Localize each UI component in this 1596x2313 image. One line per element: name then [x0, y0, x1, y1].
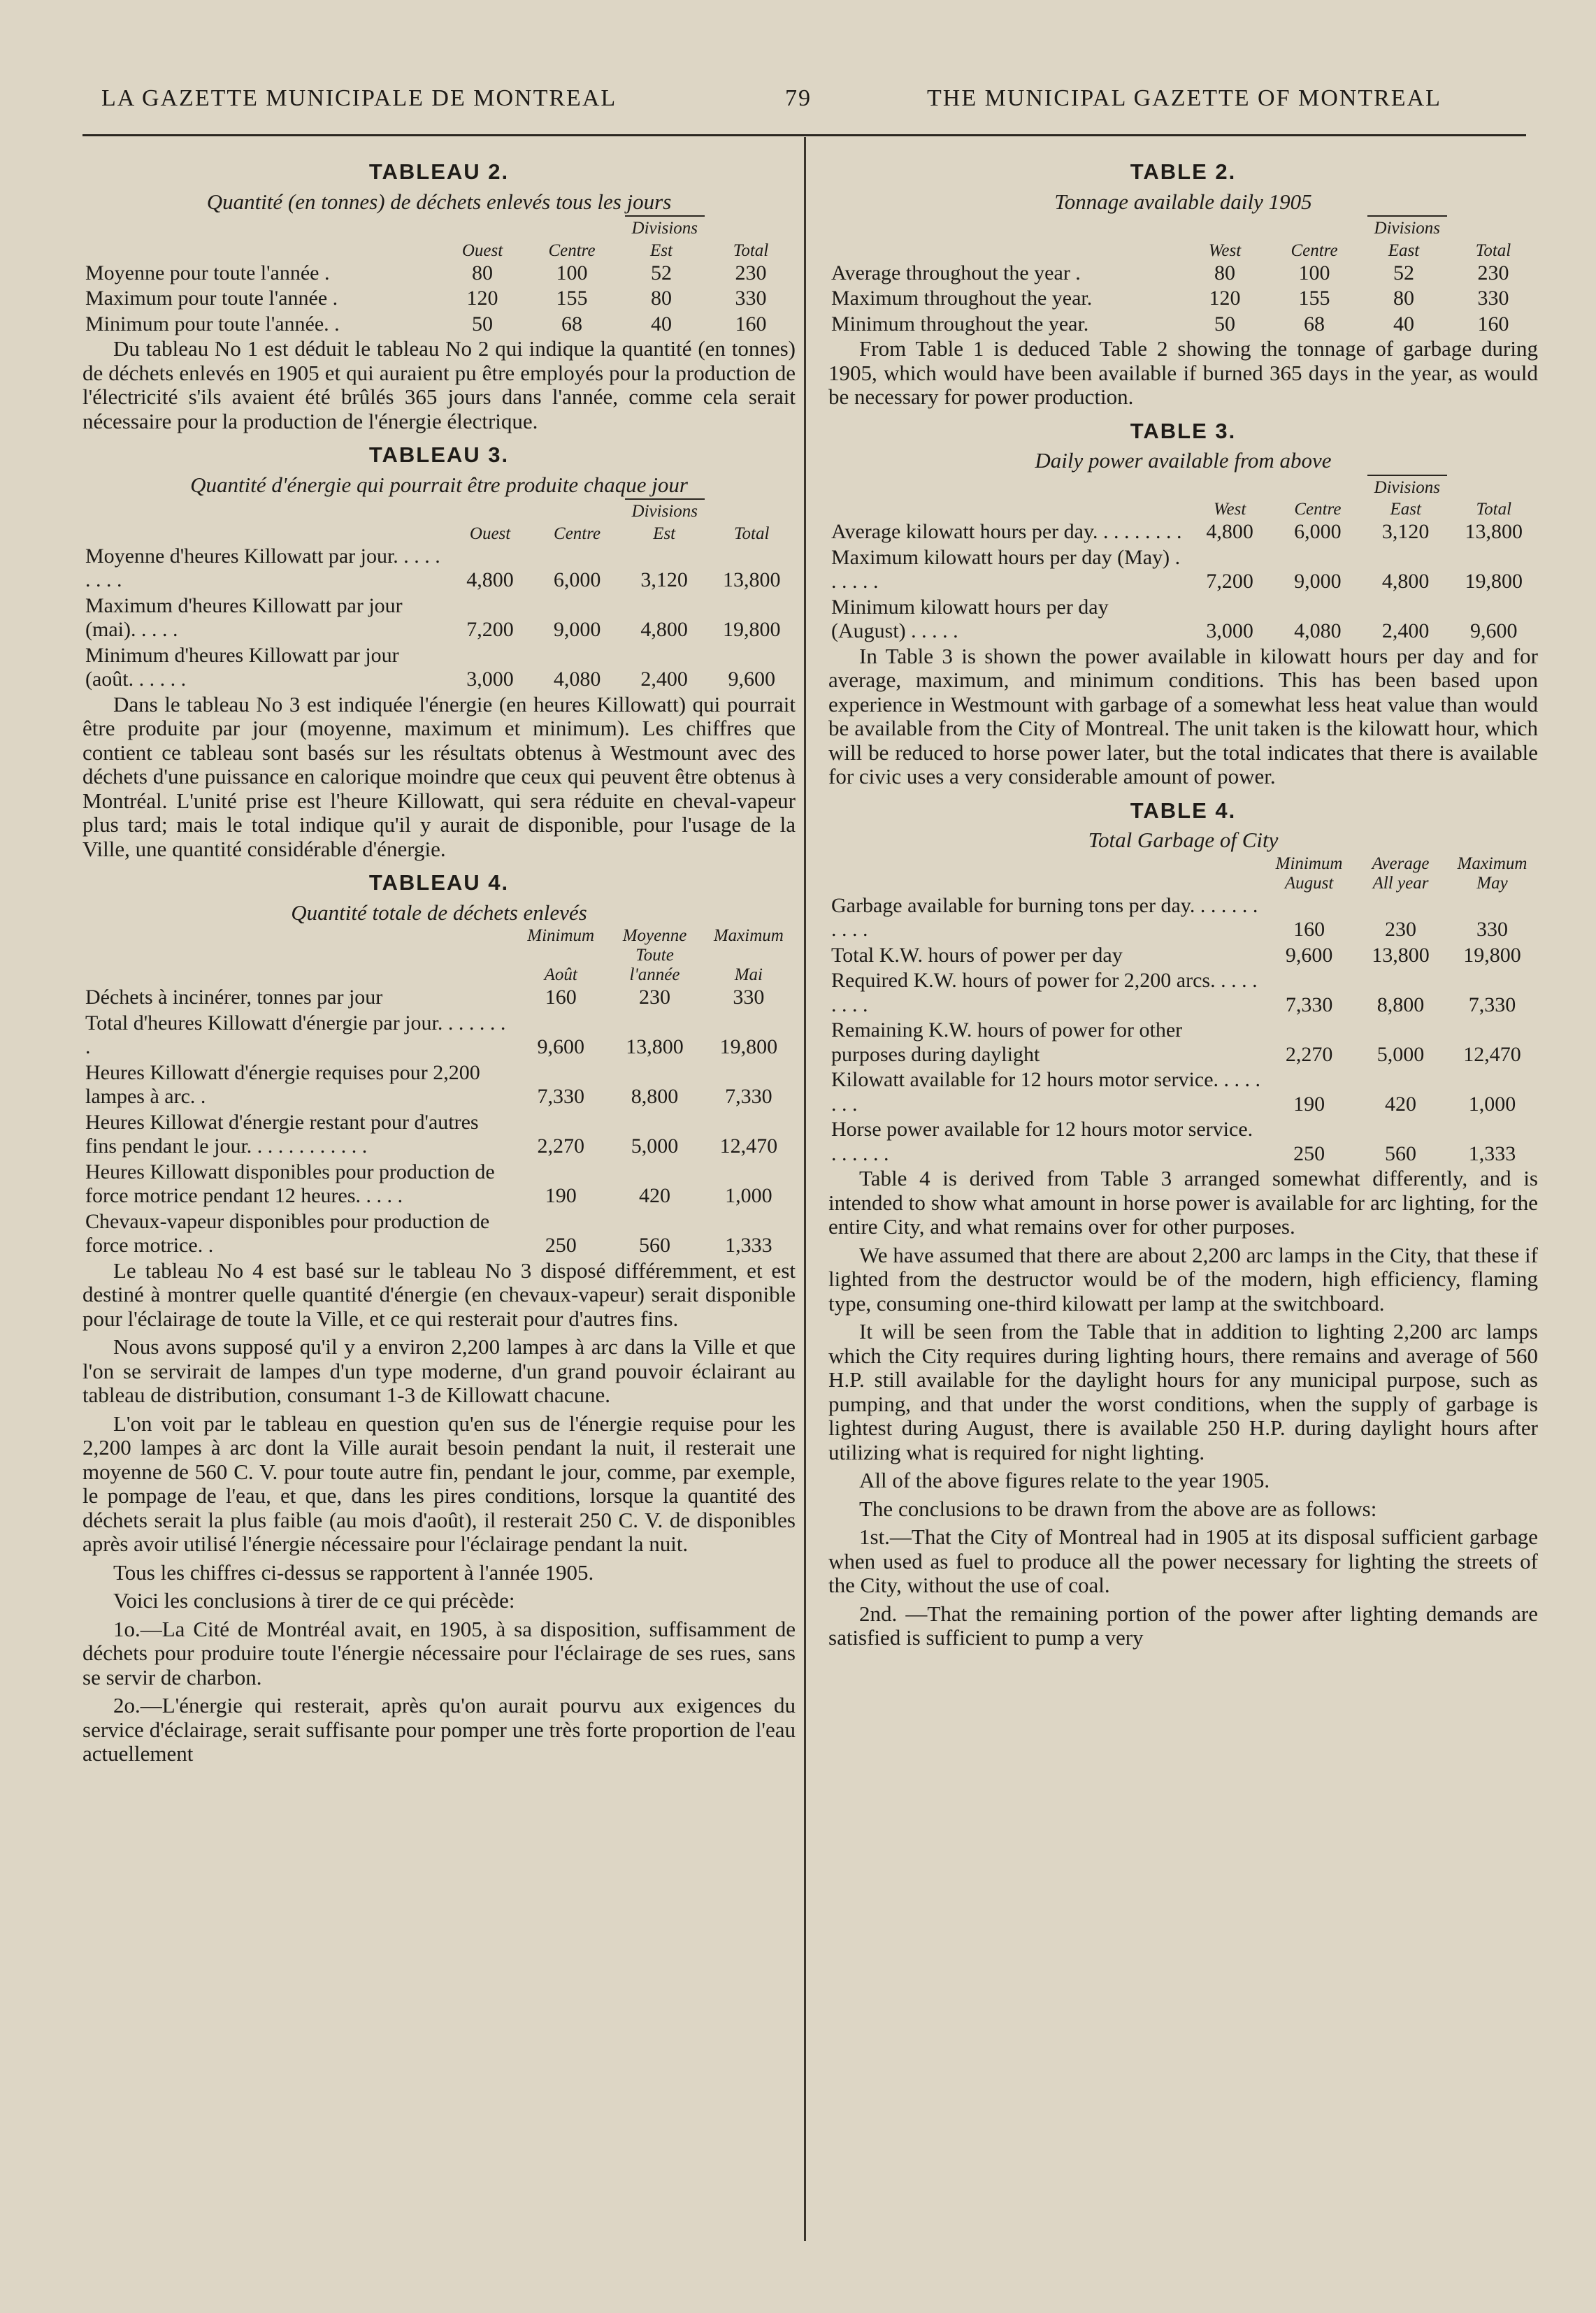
cell: 7,330 — [1468, 993, 1516, 1016]
cell: 4,800 — [640, 618, 688, 641]
table-3-caption: Daily power available from above — [1035, 448, 1332, 473]
table-row — [82, 544, 796, 593]
cell: 19,800 — [719, 1035, 778, 1058]
paragraph: Table 4 is derived from Table 3 arranged somewhat differently, and is intended to show what amount in horse power is available for arc lighting, for the entire City, and what remains over for other purposes. — [828, 1166, 1538, 1239]
cell: 4,080 — [553, 668, 601, 691]
col-header: Total — [733, 524, 770, 543]
table-2 — [828, 241, 1538, 338]
paragraph: From Table 1 is deduced Table 2 showing the tonnage of garbage during 1905, which would have been available if burned 365 days in the year, as would be necessary for power production. — [828, 336, 1538, 409]
paragraph: 2o.—L'énergie qui resterait, après qu'on aurait pourvu aux exigences du service d'éclairage, serait suffisante pour pomper une très forte proportion de l'eau actuellement — [82, 1693, 796, 1766]
cell: 160 — [735, 312, 767, 336]
cell: 80 — [1214, 261, 1235, 284]
col-header: Minimum — [1275, 853, 1343, 873]
cell: 2,400 — [640, 668, 688, 691]
cell: 50 — [1214, 312, 1235, 336]
cell: 560 — [639, 1234, 670, 1257]
cell: 1,000 — [725, 1184, 772, 1207]
table-row — [82, 643, 796, 693]
row-label: Remaining K.W. hours of power for other purposes during daylight — [831, 1018, 1183, 1066]
cell: 420 — [1385, 1092, 1417, 1116]
row-label: Minimum pour toute l'année. . — [85, 312, 340, 336]
cell: 7,330 — [1285, 993, 1333, 1016]
cell: 13,800 — [1465, 520, 1523, 543]
table-row — [82, 1011, 796, 1060]
table-3-title: TABLE 3. — [1130, 418, 1237, 443]
paragraph: All of the above figures relate to the year 1905. — [859, 1468, 1270, 1492]
cell: 330 — [1476, 918, 1508, 941]
row-label: Chevaux-vapeur disponibles pour production de force motrice. . — [85, 1209, 490, 1257]
paragraph: Dans le tableau No 3 est indiquée l'énergie (en heures Killowatt) qui pourrait être produite par jour (moyenne, maximum et minimum). Les chiffres que contient ce tableau sont basés sur les résultats obtenus à Westmount avec des déchets d'une puissance en calorique moindre que ceux qui peuvent être obtenus à Montréal. L'unité prise est l'heure Killowatt, qui sera réduite en cheval-vapeur plus tard; mais le total indique qu'il y aurait de disponible, pour l'usage de la Ville, une quantité considérable d'énergie. — [82, 691, 796, 861]
row-label: Total K.W. hours of power per day — [831, 943, 1123, 967]
french-column — [82, 150, 796, 1771]
cell: 80 — [472, 261, 493, 284]
row-label: Maximum pour toute l'année . — [85, 287, 338, 310]
row-label: Déchets à incinérer, tonnes par jour — [85, 986, 383, 1009]
cell: 12,470 — [1463, 1042, 1521, 1066]
paragraph: We have assumed that there are about 2,200 arc lamps in the City, that these if lighted from the destructor would be of the modern, high efficiency, flaming type, consuming one-third kilowatt per lamp at the switchboard. — [828, 1242, 1538, 1316]
cell: 8,800 — [631, 1085, 679, 1108]
paragraph: 2nd. —That the remaining portion of the power after lighting demands are satisfied is sufficient to pump a very — [828, 1601, 1538, 1650]
cell: 560 — [1385, 1141, 1417, 1165]
table-3-divisions: Divisions — [828, 475, 1538, 500]
table-row — [82, 1160, 796, 1209]
cell: 3,120 — [640, 568, 688, 591]
col-header: Centre — [1294, 500, 1342, 519]
cell: 6,000 — [553, 568, 601, 591]
cell: 9,000 — [553, 618, 601, 641]
row-label: Kilowatt available for 12 hours motor service. . . . . . . . — [831, 1068, 1261, 1116]
paragraph: Tous les chiffres ci-dessus se rapportent à l'année 1905. — [113, 1559, 594, 1585]
cell: 230 — [735, 261, 767, 284]
cell: 19,800 — [1463, 943, 1521, 967]
cell: 7,330 — [537, 1085, 584, 1108]
row-label: Horse power available for 12 hours motor service. . . . . . . — [831, 1118, 1253, 1165]
row-label: Garbage available for burning tons per day. . . . . . . . . . . — [831, 893, 1258, 941]
col-header: Ouest — [469, 524, 511, 543]
table-row — [828, 893, 1538, 943]
cell: 155 — [1298, 287, 1330, 310]
tableau-2 — [82, 241, 796, 338]
cell: 5,000 — [631, 1134, 679, 1158]
cell: 9,600 — [728, 668, 775, 691]
cell: 2,400 — [1381, 619, 1430, 642]
row-label: Minimum d'heures Killowatt par jour (août. . . . . . — [85, 643, 399, 691]
tableau-2-title: TABLEAU 2. — [368, 159, 510, 184]
paragraph: L'on voit par le tableau en question qu'en sus de l'énergie requise pour les 2,200 lampes à arc dont la Ville aurait besoin pendant la nuit, il resterait une moyenne de 560 C. V. pour toute autre fin, pendant le jour, comme, par exemple, le pompage de l'eau, et que, dans les pires conditions, lorsque la quantité des déchets serait la plus faible (au mois d'août), il resterait 250 C. V. de disponibles après avoir utilisé l'énergie nécessaire pour l'éclairage pendant la nuit. — [82, 1411, 796, 1556]
cell: 9,600 — [537, 1035, 584, 1058]
sub-header: Toute l'année — [629, 946, 680, 984]
cell: 50 — [472, 312, 493, 336]
table-row — [828, 1117, 1538, 1167]
cell: 40 — [1393, 312, 1414, 336]
col-header: Centre — [554, 524, 601, 543]
col-header: Total — [1476, 500, 1512, 519]
cell: 4,800 — [466, 568, 514, 591]
sub-header: Mai — [734, 965, 763, 984]
table-row — [82, 312, 796, 338]
table-4-caption: Total Garbage of City — [1088, 828, 1279, 852]
table-row — [828, 943, 1538, 969]
table-2-divisions: Divisions — [828, 215, 1538, 241]
cell: 40 — [651, 312, 672, 336]
col-header: West — [1208, 240, 1242, 260]
cell: 52 — [1393, 261, 1414, 284]
row-label: Average throughout the year . — [831, 261, 1081, 284]
row-label: Heures Killowat d'énergie restant pour d'autres fins pendant le jour. . . . . . . . . . . . — [85, 1110, 479, 1158]
column-divider — [804, 137, 806, 2241]
table-row — [82, 261, 796, 287]
tableau-3 — [82, 524, 796, 693]
cell: 12,470 — [719, 1134, 778, 1158]
table-row — [828, 312, 1538, 338]
cell: 52 — [651, 261, 672, 284]
cell: 1,333 — [1468, 1141, 1516, 1165]
col-header: Est — [653, 524, 676, 543]
cell: 160 — [1293, 918, 1325, 941]
table-row — [828, 595, 1538, 644]
paragraph: Le tableau No 4 est basé sur le tableau No 3 disposé différemment, et est destiné à montrer quelle quantité d'énergie (en chevaux-vapeur) serait disponible pour l'éclairage de toute la Ville, et ce qui resterait pour d'autres fins. — [82, 1258, 796, 1331]
table-row — [82, 985, 796, 1011]
row-label: Maximum d'heures Killowatt par jour (mai). . . . . — [85, 593, 403, 641]
row-label: Maximum throughout the year. — [831, 287, 1093, 310]
cell: 330 — [733, 986, 765, 1009]
cell: 7,200 — [466, 618, 514, 641]
paragraph: 1o.—La Cité de Montréal avait, en 1905, à sa disposition, suffisamment de déchets pour produire toute l'énergie nécessaire pour l'éclairage de ses rues, sans se servir de charbon. — [82, 1616, 796, 1689]
col-header: East — [1388, 240, 1420, 260]
cell: 4,080 — [1294, 619, 1342, 642]
row-label: Heures Killowatt disponibles pour production de force motrice pendant 12 heures. . . . . — [85, 1160, 495, 1207]
cell: 2,270 — [1285, 1042, 1333, 1066]
cell: 330 — [1477, 287, 1509, 310]
paragraph: It will be seen from the Table that in addition to lighting 2,200 arc lamps which the City requires during lighting hours, there remains and average of 560 H.P. still available for the daylight hours for any municipal purpose, such as pumping, and that under the worst conditions, when the supply of garbage is lightest during August, there is available 250 H.P. during daylight hours after utilizing what is required for night lighting. — [828, 1319, 1538, 1464]
row-label: Total d'heures Killowatt d'énergie par jour. . . . . . . . — [85, 1011, 506, 1058]
cell: 250 — [545, 1234, 577, 1257]
col-header: Est — [650, 240, 673, 260]
col-header: East — [1390, 500, 1421, 519]
cell: 190 — [545, 1184, 577, 1207]
row-label: Minimum throughout the year. — [831, 312, 1089, 336]
tableau-4-caption: Quantité totale de déchets enlevés — [291, 900, 587, 925]
table-row — [828, 545, 1538, 595]
header-right: THE MUNICIPAL GAZETTE OF MONTREAL — [927, 85, 1442, 111]
col-header: Maximum — [1457, 853, 1527, 873]
paragraph: Du tableau No 1 est déduit le tableau No 2 qui indique la quantité (en tonnes) de déchets enlevés en 1905 et qui auraient pu être employés pour la production de l'électricité s'ils avaient été brûlés 365 jours dans l'année, comme cela serait nécessaire pour la production de l'énergie électrique. — [82, 336, 796, 433]
cell: 7,200 — [1206, 570, 1253, 593]
cell: 19,800 — [1465, 570, 1523, 593]
cell: 420 — [639, 1184, 670, 1207]
col-header: Maximum — [713, 926, 784, 945]
table-3 — [828, 500, 1538, 644]
tableau-3-title: TABLEAU 3. — [368, 442, 510, 467]
cell: 3,000 — [466, 668, 514, 691]
cell: 4,800 — [1206, 520, 1253, 543]
cell: 68 — [1304, 312, 1325, 336]
row-label: Average kilowatt hours per day. . . . . . . . . — [831, 520, 1182, 543]
row-label: Moyenne pour toute l'année . — [85, 261, 330, 284]
sub-header: August — [1284, 873, 1334, 893]
paragraph: 1st.—That the City of Montreal had in 1905 at its disposal sufficient garbage when used as fuel to produce all the power necessary for lighting the streets of the City, without the use of coal. — [828, 1525, 1538, 1597]
row-label: Required K.W. hours of power for 2,200 arcs. . . . . . . . . — [831, 969, 1258, 1016]
cell: 5,000 — [1376, 1042, 1425, 1066]
table-4 — [828, 854, 1538, 1167]
cell: 68 — [561, 312, 582, 336]
table-row — [828, 286, 1538, 312]
row-label: Minimum kilowatt hours per day (August) . . . . . — [831, 595, 1109, 642]
table-row — [828, 261, 1538, 287]
col-header: Average — [1372, 853, 1430, 873]
cell: 330 — [735, 287, 767, 310]
row-label: Maximum kilowatt hours per day (May) . . . . . . — [831, 545, 1181, 593]
cell: 19,800 — [722, 618, 781, 641]
cell: 4,800 — [1381, 570, 1430, 593]
cell: 120 — [466, 287, 498, 310]
table-row — [828, 1018, 1538, 1067]
table-row — [828, 519, 1538, 545]
tableau-2-caption: Quantité (en tonnes) de déchets enlevés tous les jours — [206, 189, 672, 214]
table-row — [82, 1209, 796, 1259]
cell: 100 — [556, 261, 588, 284]
col-header: Centre — [1291, 240, 1338, 260]
cell: 13,800 — [626, 1035, 684, 1058]
cell: 7,330 — [725, 1085, 772, 1108]
header-left: LA GAZETTE MUNICIPALE DE MONTREAL — [101, 85, 617, 111]
table-row — [82, 593, 796, 643]
tableau-4 — [82, 926, 796, 1259]
cell: 80 — [1393, 287, 1414, 310]
paragraph: Voici les conclusions à tirer de ce qui précède: — [113, 1588, 515, 1613]
paragraph: In Table 3 is shown the power available in kilowatt hours per day and for average, maximum, and minimum conditions. This has been based upon experience in Westmount with garbage of a somewhat less heat value than would be available from the City of Montreal. The unit taken is the kilowatt hour, which will be reduced to horse power later, but the total indicates that there is available for civic uses a very considerable amount of power. — [828, 643, 1538, 788]
cell: 3,120 — [1381, 520, 1430, 543]
col-header: Total — [733, 240, 769, 260]
table-row — [828, 968, 1538, 1018]
col-header: Moyenne — [622, 926, 687, 945]
cell: 230 — [639, 986, 670, 1009]
col-header: Ouest — [461, 240, 503, 260]
sub-header: May — [1476, 873, 1508, 893]
cell: 230 — [1477, 261, 1509, 284]
sub-header: All year — [1372, 873, 1429, 893]
cell: 9,600 — [1470, 619, 1518, 642]
paragraph: Nous avons supposé qu'il y a environ 2,200 lampes à arc dans la Ville et que l'on se servirait de lampes d'un type moderne, d'un grand pouvoir éclairant au tableau de distribution, consumant 1-3 de Killowatt chacune. — [82, 1334, 796, 1407]
cell: 13,800 — [722, 568, 781, 591]
table-row — [82, 1110, 796, 1160]
cell: 13,800 — [1372, 943, 1430, 967]
tableau-3-caption: Quantité d'énergie qui pourrait être produite chaque jour — [190, 472, 688, 497]
tableau-4-title: TABLEAU 4. — [368, 870, 510, 895]
page-number: 79 — [785, 85, 812, 111]
table-4-title: TABLE 4. — [1130, 798, 1237, 823]
cell: 120 — [1209, 287, 1241, 310]
cell: 80 — [651, 287, 672, 310]
header-rule — [82, 134, 1526, 136]
cell: 250 — [1293, 1141, 1325, 1165]
cell: 190 — [1293, 1092, 1325, 1116]
table-row — [828, 1067, 1538, 1117]
cell: 6,000 — [1294, 520, 1342, 543]
col-header: West — [1213, 500, 1246, 519]
sub-header: Août — [544, 965, 577, 984]
col-header: Minimum — [527, 926, 595, 945]
cell: 9,000 — [1294, 570, 1342, 593]
cell: 100 — [1298, 261, 1330, 284]
cell: 1,333 — [725, 1234, 772, 1257]
cell: 2,270 — [537, 1134, 584, 1158]
row-label: Moyenne d'heures Killowatt par jour. . . . . . . . . — [85, 544, 440, 591]
table-row — [82, 286, 796, 312]
cell: 1,000 — [1468, 1092, 1516, 1116]
cell: 155 — [556, 287, 588, 310]
cell: 3,000 — [1206, 619, 1253, 642]
cell: 160 — [1477, 312, 1509, 336]
tableau-2-divisions: Divisions — [82, 215, 796, 241]
english-column — [828, 150, 1538, 1655]
table-2-title: TABLE 2. — [1130, 159, 1237, 184]
col-header: Total — [1475, 240, 1511, 260]
cell: 9,600 — [1285, 943, 1333, 967]
cell: 8,800 — [1376, 993, 1425, 1016]
col-header: Centre — [548, 240, 596, 260]
row-label: Heures Killowatt d'énergie requises pour 2,200 lampes à arc. . — [85, 1060, 480, 1108]
cell: 160 — [545, 986, 577, 1009]
cell: 230 — [1385, 918, 1417, 941]
table-2-caption: Tonnage available daily 1905 — [1054, 189, 1312, 214]
paragraph: The conclusions to be drawn from the above are as follows: — [859, 1496, 1377, 1521]
tableau-3-divisions: Divisions — [82, 498, 796, 524]
table-row — [82, 1060, 796, 1110]
